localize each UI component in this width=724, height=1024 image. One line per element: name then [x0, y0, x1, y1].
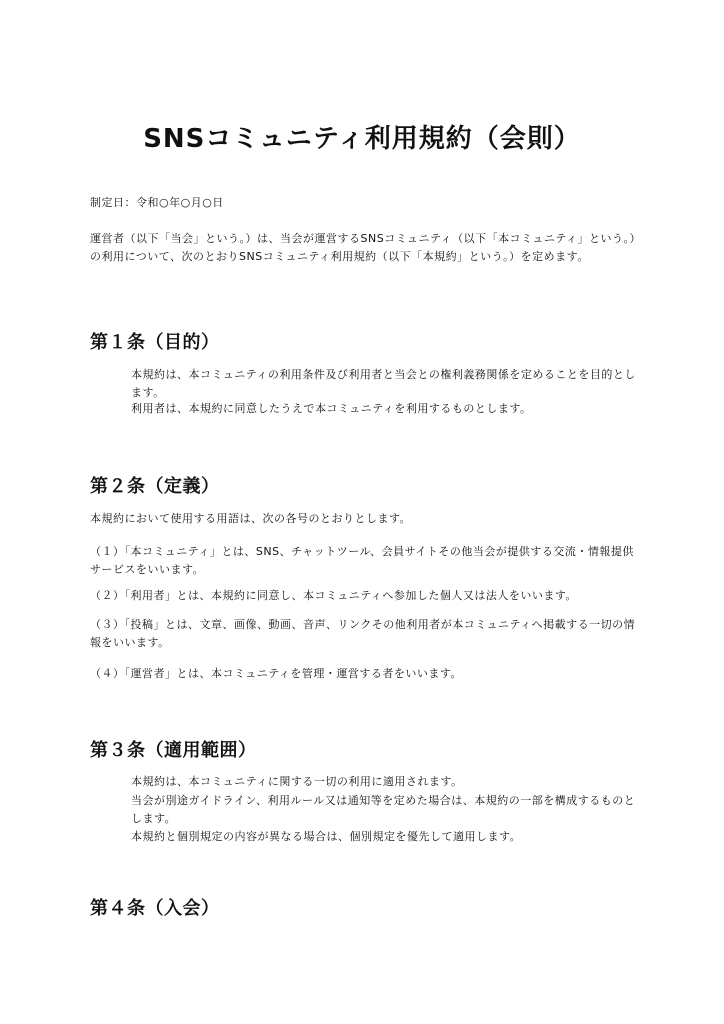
article-2-item-1: （１）「本コミュニティ」とは、SNS、チャットツール、会員サイトその他当会が提供する交流・情報提供サービスをいいます。: [90, 545, 634, 576]
article-2-heading: 第２条（定義）: [90, 476, 220, 497]
preamble: 運営者（以下「当会」という。）は、当会が運営するSNSコミュニティ（以下「本コミュニティ」という。）の利用について、次のとおりSNSコミュニティ利用規約（以下「本規約」という。）を定めます。: [90, 232, 636, 263]
article-3-paragraph-3: 本規約と個別規定の内容が異なる場合は、個別規定を優先して適用します。: [131, 830, 522, 843]
document-title: SNSコミュニティ利用規約（会則）: [143, 124, 581, 154]
article-2-intro: 本規約において使用する用語は、次の各号のとおりとします。: [90, 512, 412, 525]
article-3-paragraph-1: 本規約は、本コミュニティに関する一切の利用に適用されます。: [131, 775, 463, 788]
article-1-heading: 第１条（目的）: [90, 332, 220, 353]
article-2-item-3: （３）「投稿」とは、文章、画像、動画、音声、リンクその他利用者が本コミュニティへ掲載する一切の情報をいいます。: [90, 618, 636, 649]
enactment-date: 制定日：令和○年○月○日: [90, 196, 224, 209]
article-2-item-2: （２）「利用者」とは、本規約に同意し、本コミュニティへ参加した個人又は法人をいいます。: [90, 589, 578, 602]
article-1-paragraph-1: 本規約は、本コミュニティの利用条件及び利用者と当会との権利義務関係を定めることを目的とします。: [131, 368, 636, 399]
article-4-heading: 第４条（入会）: [90, 898, 220, 919]
article-3-paragraph-2: 当会が別途ガイドライン、利用ルール又は通知等を定めた場合は、本規約の一部を構成するものとします。: [131, 794, 636, 825]
article-1-paragraph-2: 利用者は、本規約に同意したうえで本コミュニティを利用するものとします。: [131, 402, 532, 415]
article-2-item-4: （４）「運営者」とは、本コミュニティを管理・運営する者をいいます。: [90, 667, 463, 680]
article-3-heading: 第３条（適用範囲）: [90, 740, 257, 761]
